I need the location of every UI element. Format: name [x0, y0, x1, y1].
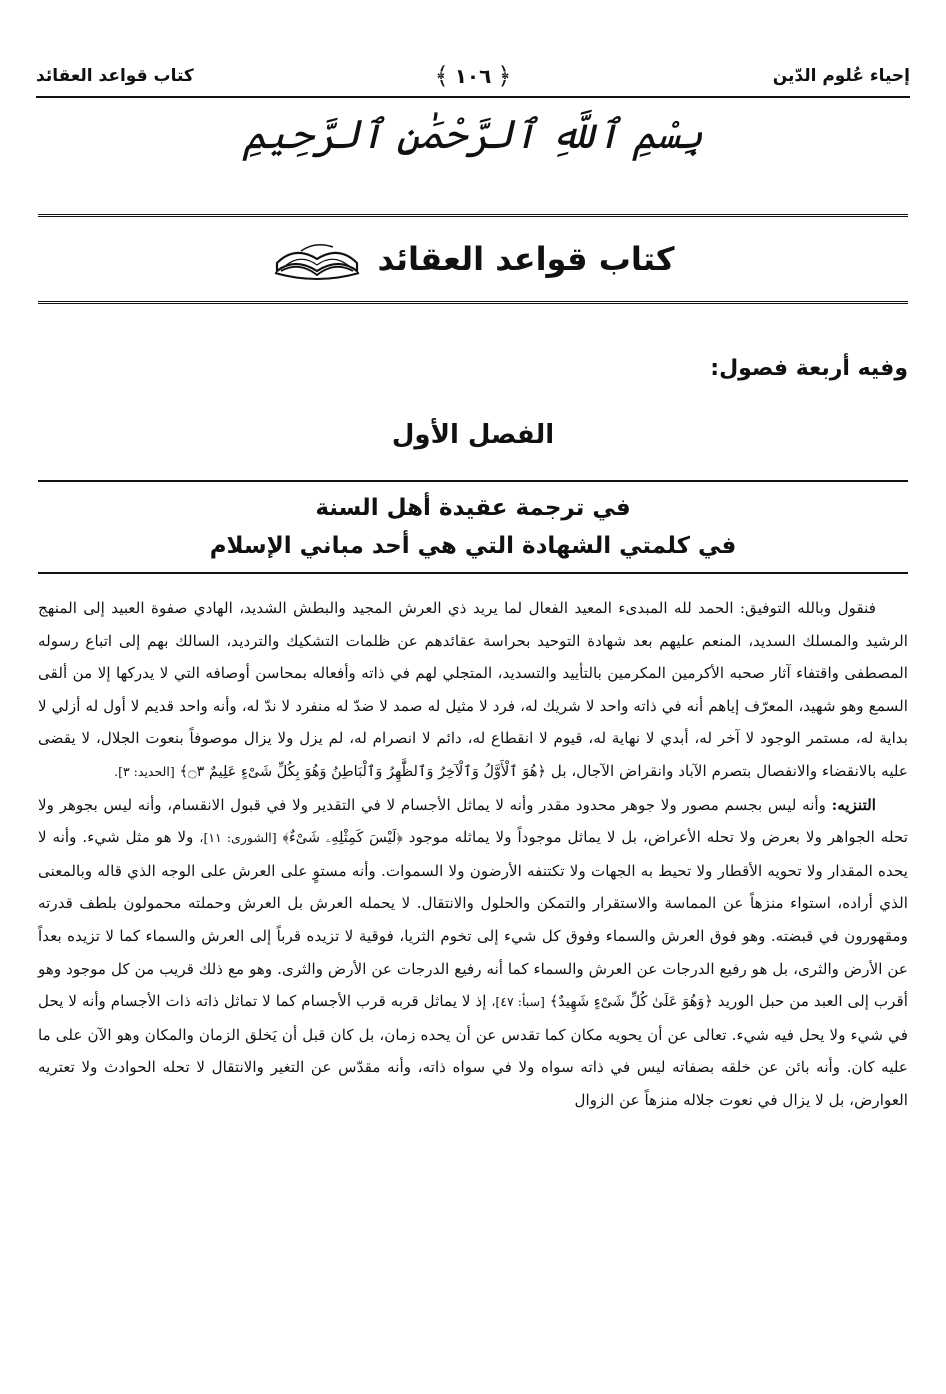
book-title-box	[38, 214, 908, 304]
header-rule	[36, 96, 910, 98]
quran-verse: ﴿لَيْسَ كَمِثْلِهِۦ شَىْءٌ﴾	[282, 830, 403, 847]
chapter-subtitle-box	[38, 480, 908, 574]
running-head	[36, 60, 910, 92]
paragraph-2-text-c: إذ لا يماثل قربه قرب الأجسام كما لا تماثل ذاته ذات الأجسام وأنه لا يحل في شيء ولا يحل فيه شيء. تعالى عن أن يحويه مكان كما تقدس عن أن يحده زمان، بل كان قبل أن يَخلق الزمان والمكان وهو الآن على ما عليه كان. وأنه بائن عن خلقه بصفاته ليس في ذاته سواه ولا في سواه ذاته، وأنه مقدّس عن التغير والانتقال لا تحله الحوادث ولا تعتريه العوارض، بل لا يزال في نعوت جلاله منزهاً عن الزوال	[38, 992, 908, 1109]
chapter-title: الفصل الأول	[391, 420, 555, 450]
book-title: كتاب قواعد العقائد	[377, 240, 675, 278]
paragraph-2-text-a: وأنه ليس بجسم مصور ولا جوهر محدود مقدر وأنه لا يماثل الأجسام لا في التقدير ولا في قبول الانقسام، وأنه ليس بجوهر ولا تحله الجواهر ولا بعرض ولا تحله الأعراض، بل لا يماثل موجوداً ولا يماثله موجود	[38, 795, 909, 847]
quran-verse: ﴿هُوَ ٱلْأَوَّلُ وَٱلْآخِرُ وَٱلظَّٰهِرُ وَٱلْبَاطِنُ وَهُوَ بِكُلِّ شَىْءٍ عَلِيمٌ ۝٣﴾	[179, 763, 546, 780]
header-chapter-name: كتاب قواعد العقائد	[36, 66, 194, 86]
quran-verse: ﴿وَهُوَ عَلَىٰ كُلِّ شَىْءٍ شَهِيدٌ﴾	[549, 994, 713, 1011]
chapter-subtitle-2: في كلمتي الشهادة التي هي أحد مباني الإسلام	[209, 533, 737, 559]
section-lead: التنزيه:	[831, 795, 877, 814]
chapter-subtitle-1: في ترجمة عقيدة أهل السنة	[315, 495, 631, 521]
open-book-icon	[271, 233, 363, 285]
paragraph-1	[38, 592, 908, 789]
verse-reference: [الشورى: ١١]،	[199, 830, 277, 846]
ornament-bracket-right: ﴿	[497, 62, 512, 90]
paragraph-2-text-b: ولا هو مثل شيء. وأنه لا يحده المقدار ولا تحويه الأقطار ولا تحيط به الجهات ولا تكتنفه الأرضون ولا السموات. وأنه مستوٍ على العرش على الوجه الذي قاله وبالمعنى الذي أراده، استواء منزهاً عن المماسة والاستقرار والتمكن والحلول والانتقال. لا يحمله العرش بل العرش وحملته محمولون بلطف قدرته ومقهورون في قبضته. وهو فوق العرش والسماء وفوق كل شيء إلى تخوم الثريا، فوقية لا تزيده قرباً إلى العرش والسماء كما لا تزيده بعداً عن الأرض والثرى، بل هو رفيع الدرجات عن العرش والسماء كما أنه رفيع الدرجات عن الأرض والثرى. وهو مع ذلك قريب من كل موجود وهو أقرب إلى العبد من حبل الوريد	[38, 828, 909, 1011]
verse-reference: [سبأ: ٤٧]،	[491, 994, 545, 1010]
ornament-bracket-left: ﴾	[434, 62, 449, 90]
header-book-name: إحياء عُلوم الدّين	[772, 66, 910, 86]
intro-line: وفيه أربعة فصول:	[710, 356, 908, 381]
body-text	[38, 592, 908, 1117]
page-number: ١٠٦	[454, 64, 492, 88]
paragraph-2	[38, 789, 908, 1117]
verse-reference: [الحديد: ٣].	[114, 763, 175, 779]
paragraph-1-text: فنقول وبالله التوفيق: الحمد لله المبدىء المعيد الفعال لما يريد ذي العرش المجيد والبطش الشديد، الهادي صفوة العبيد إلى المنهج الرشيد والمسلك السديد، المنعم عليهم بعد شهادة التوحيد بحراسة عقائدهم عن ظلمات التشكيك والترديد، السالك بهم إلى اتباع رسوله المصطفى واقتفاء آثار صحبه الأكرمين المكرمين بالتأييد والتسديد، المتجلي لهم في ذاته وأفعاله بمحاسن أوصافه التي لا يدركها إلا من ألقى السمع وهو شهيد، المعرّف إياهم أنه في ذاته واحد لا شريك له، فرد لا مثيل له صمد لا ضدّ له منفرد لا ندّ له، وأنه واحد قديم لا أول له أزلي لا بداية له، مستمر الوجود لا آخر له، أبدي لا نهاية له، قيوم لا انقطاع له، دائم لا انصرام له، لم يزل ولا يزال موصوفاً بنعوت الجلال، لا يقضى عليه بالانقضاء والانفصال بتصرم الآباد وانقراض الآجال، بل	[38, 599, 908, 780]
page-number-group	[435, 62, 512, 90]
basmala: بِسْمِ ٱللَّهِ ٱلرَّحْمَٰنِ ٱلرَّحِيمِ	[242, 112, 704, 158]
